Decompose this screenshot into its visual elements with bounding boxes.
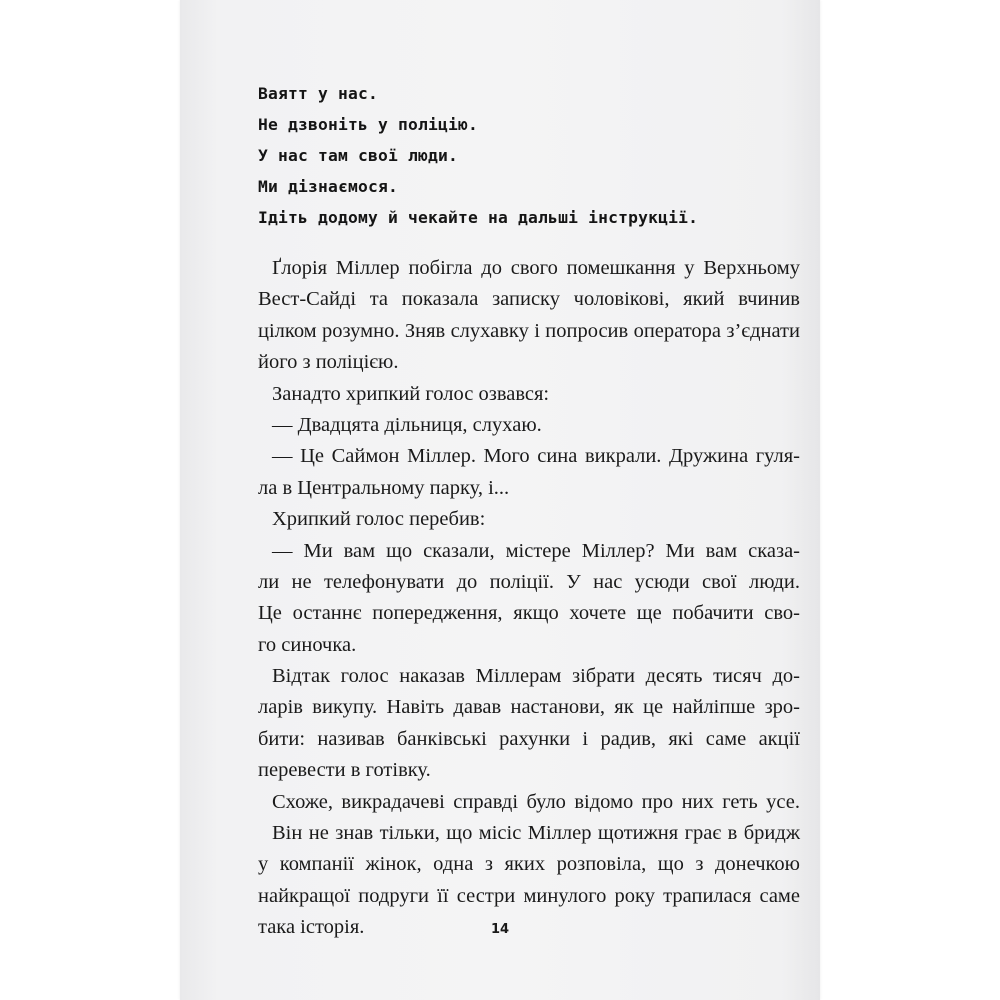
note-line: Ваятт у нас. (258, 84, 379, 103)
text-line: ла в Центральному парку, і... (258, 476, 510, 499)
text-line: найкращої подруги її сестри минулого року трапилася саме (258, 884, 800, 907)
text-line: така історія. (258, 916, 365, 939)
text-line: Це останнє попередження, якщо хочете ще побачити сво- (258, 602, 800, 625)
text-line: ларів викупу. Навіть давав настанови, як це найліпше зро- (258, 696, 800, 719)
note-line: Не дзвоніть у поліцію. (258, 115, 479, 134)
text-line: Вест-Сайді та показала записку чоловікові, який вчинив (258, 288, 800, 311)
note-line: Ми дізнаємося. (258, 177, 399, 196)
text-line: ли не телефонувати до поліції. У нас усюди свої люди. (258, 570, 800, 593)
text-line: Відтак голос наказав Міллерам зібрати десять тисяч до- (272, 665, 800, 688)
text-line: Занадто хрипкий голос озвався: (272, 382, 550, 405)
text-line: у компанії жінок, одна з яких розповіла, що з донечкою (258, 853, 800, 876)
body-text (258, 253, 800, 944)
text-line: його з поліцією. (258, 351, 399, 374)
text-line: Хрипкий голос перебив: (272, 508, 486, 531)
text-line: бити: називав банківські рахунки і радив, які саме акції (258, 727, 800, 750)
ransom-note (258, 78, 698, 233)
text-line: Він не знав тільки, що місіс Міллер щотижня грає в бридж (272, 822, 800, 845)
text-line: Ґлорія Міллер побігла до свого помешкання у Верхньому (272, 257, 800, 279)
text-line: перевести в готівку. (258, 759, 431, 782)
page-number: 14 (490, 922, 510, 937)
text-line: — Ми вам що сказали, містере Міллер? Ми вам сказа- (272, 539, 800, 562)
text-line: го синочка. (258, 633, 357, 656)
note-line: У нас там свої люди. (258, 146, 459, 165)
text-line: — Це Саймон Міллер. Мого сина викрали. Дружина гуля- (272, 445, 800, 468)
text-line: — Двадцята дільниця, слухаю. (272, 413, 542, 436)
text-line: Схоже, викрадачеві справді було відомо про них геть усе. (272, 790, 800, 813)
note-line: Ідіть додому й чекайте на дальші інструкції. (258, 208, 699, 227)
text-line: цілком розумно. Зняв слухавку і попросив оператора з’єднати (258, 319, 800, 342)
